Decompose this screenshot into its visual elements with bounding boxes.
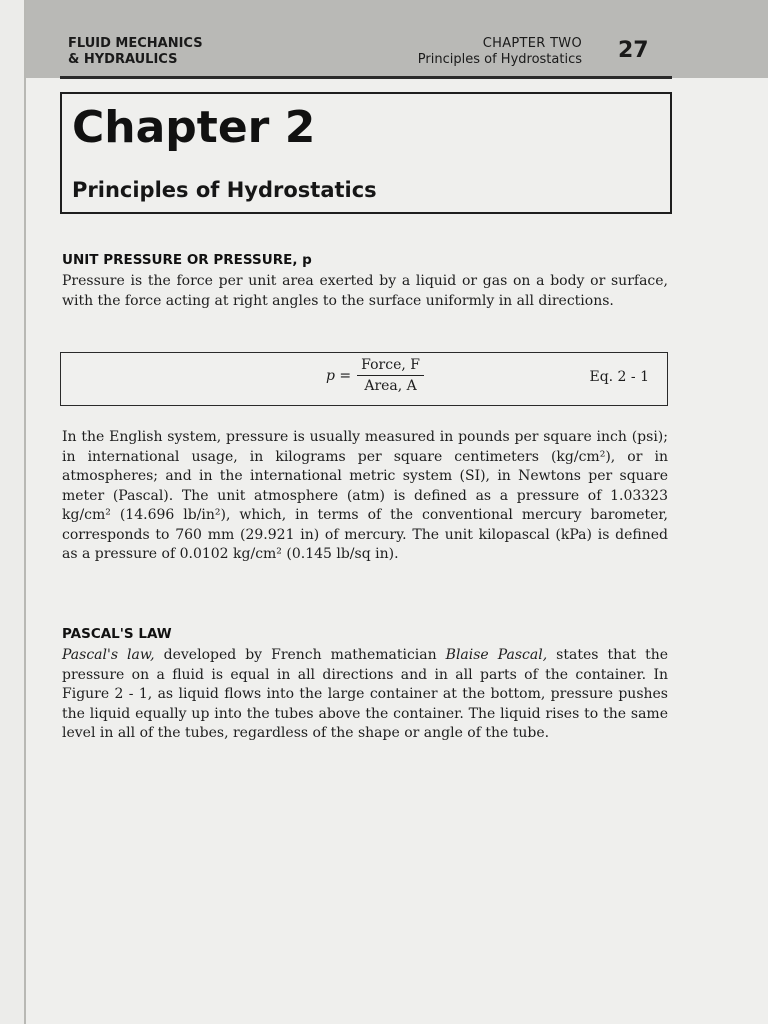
running-header-chapter [418, 36, 582, 68]
chapter-title-box [60, 92, 672, 214]
term-pascals-law: Pascal's law, [62, 647, 155, 663]
paragraph-pressure-definition: Pressure is the force per unit area exerted by a liquid or gas on a body or surface, with the force acting at right angles to the surface uniformly in all directions. [62, 273, 668, 309]
header-divider [60, 76, 672, 79]
paragraph-pressure-units: In the English system, pressure is usually measured in pounds per square inch (psi); in international usage, in kilograms per square centimeters (kg/cm²), or in atmospheres; and in the international metric system (SI), in Newtons per square meter (Pascal). The unit atmosphere (atm) is defined as a pressure of 1.03323 kg/cm² (14.696 lb/in²), which, in terms of the conventional mercury barometer, corresponds to 760 mm (29.921 in) of mercury. The unit kilopascal (kPa) is defined as a pressure of 0.0102 kg/cm² (0.145 lb/sq in). [62, 429, 668, 562]
pascals-law-text-b: states that the pressure on a fluid is equal in all directions and in all parts of the container. In Figure 2 - 1, as liquid flows into the large container at the bottom, pressure pushes the liquid equally up into the tubes above the container. The liquid rises to the same level in all of the tubes, regardless of the shape or angle of the tube. [62, 647, 669, 741]
equation-denominator: Area, A [364, 378, 417, 394]
name-blaise-pascal: Blaise Pascal, [445, 647, 548, 663]
equation-numerator: Force, F [357, 357, 424, 376]
paragraph-pascals-law [62, 646, 668, 744]
chapter-subtitle: Principles of Hydrostatics [72, 178, 377, 202]
pascals-law-text-a: developed by French mathematician [154, 647, 446, 663]
equation-box [60, 352, 668, 406]
book-page [24, 0, 768, 1024]
chapter-name: Principles of Hydrostatics [417, 52, 582, 67]
book-title-line-1: FLUID MECHANICS [68, 36, 203, 51]
equation-fraction [357, 357, 424, 394]
section-heading-pascals-law: PASCAL'S LAW [62, 626, 172, 642]
pressure-equation [326, 357, 424, 394]
chapter-label: CHAPTER TWO [482, 36, 582, 51]
running-header-book-title [68, 36, 203, 68]
page-number: 27 [618, 38, 649, 63]
running-header [26, 0, 768, 78]
equation-lhs: p = [326, 367, 352, 384]
chapter-title: Chapter 2 [72, 102, 316, 153]
equation-number: Eq. 2 - 1 [589, 369, 649, 385]
section-heading-pressure: UNIT PRESSURE OR PRESSURE, p [62, 252, 312, 268]
book-title-line-2: & HYDRAULICS [68, 52, 178, 67]
